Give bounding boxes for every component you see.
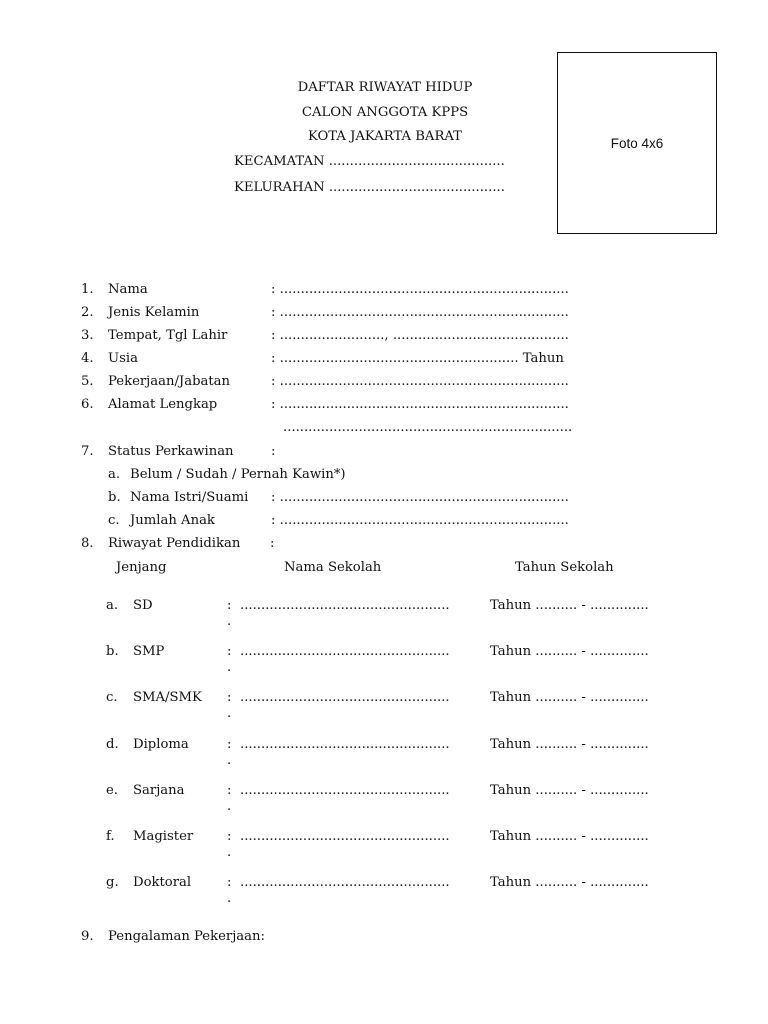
education-colon: : xyxy=(270,536,275,551)
marital-item-letter: b. xyxy=(108,490,121,505)
field-value-alamat-line-2[interactable]: ..................................................................... xyxy=(283,420,573,435)
education-colon: : xyxy=(227,737,232,752)
education-row-letter: e. xyxy=(106,783,118,798)
title-line-3: KOTA JAKARTA BARAT xyxy=(308,129,462,144)
marital-item-letter: c. xyxy=(108,513,120,528)
education-trailing-dot: . xyxy=(227,753,232,768)
school-name-field[interactable]: .................................................. xyxy=(240,598,450,613)
school-year-field[interactable]: Tahun .......... - .............. xyxy=(490,644,649,659)
field-label-nama: Nama xyxy=(108,282,148,297)
marital-colon: : xyxy=(271,444,276,459)
field-label-usia: Usia xyxy=(108,351,138,366)
experience-label: Pengalaman Pekerjaan: xyxy=(108,929,265,944)
school-name-field[interactable]: .................................................. xyxy=(240,875,450,890)
education-colon: : xyxy=(227,875,232,890)
education-trailing-dot: . xyxy=(227,614,232,629)
education-colon: : xyxy=(227,598,232,613)
spouse-name-field[interactable]: : ..................................................................... xyxy=(271,490,569,505)
children-count-field[interactable]: : ..................................................................... xyxy=(271,513,569,528)
field-number: 2. xyxy=(81,305,94,320)
education-colon: : xyxy=(227,829,232,844)
education-level-label: Diploma xyxy=(133,737,189,752)
school-name-field[interactable]: .................................................. xyxy=(240,783,450,798)
field-label-jenis-kelamin: Jenis Kelamin xyxy=(108,305,200,320)
school-year-field[interactable]: Tahun .......... - .............. xyxy=(490,737,649,752)
field-label-pekerjaan: Pekerjaan/Jabatan xyxy=(108,374,231,389)
school-name-field[interactable]: .................................................. xyxy=(240,737,450,752)
education-level-label: Doktoral xyxy=(133,875,192,890)
school-year-field[interactable]: Tahun .......... - .............. xyxy=(490,598,649,613)
field-number: 5. xyxy=(81,374,94,389)
title-line-2: CALON ANGGOTA KPPS xyxy=(301,105,469,120)
column-header-tahun-sekolah: Tahun Sekolah xyxy=(515,560,614,575)
education-trailing-dot: . xyxy=(227,845,232,860)
education-row-letter: c. xyxy=(106,690,118,705)
field-value-usia[interactable]: : ......................................................... Tahun xyxy=(271,351,564,366)
school-year-field[interactable]: Tahun .......... - .............. xyxy=(490,875,649,890)
spouse-name-label: Nama Istri/Suami xyxy=(130,490,249,505)
photo-label: Foto 4x6 xyxy=(610,136,664,151)
education-colon: : xyxy=(227,644,232,659)
education-level-label: SMA/SMK xyxy=(133,690,202,705)
education-trailing-dot: . xyxy=(227,706,232,721)
field-label-tempat-tgl-lahir: Tempat, Tgl Lahir xyxy=(108,328,228,343)
title-line-1: DAFTAR RIWAYAT HIDUP xyxy=(297,80,473,95)
school-name-field[interactable]: .................................................. xyxy=(240,644,450,659)
education-row-letter: b. xyxy=(106,644,119,659)
marital-label: Status Perkawinan xyxy=(108,444,234,459)
column-header-nama-sekolah: Nama Sekolah xyxy=(284,560,382,575)
education-level-label: Sarjana xyxy=(133,783,185,798)
kelurahan-field[interactable]: KELURAHAN .......................................... xyxy=(234,180,505,195)
school-year-field[interactable]: Tahun .......... - .............. xyxy=(490,690,649,705)
marital-item-letter: a. xyxy=(108,467,121,482)
field-number: 1. xyxy=(81,282,94,297)
field-number: 9. xyxy=(81,929,94,944)
kecamatan-field[interactable]: KECAMATAN .......................................... xyxy=(234,154,505,169)
field-number: 8. xyxy=(81,536,94,551)
field-value-nama[interactable]: : ..................................................................... xyxy=(271,282,569,297)
education-trailing-dot: . xyxy=(227,660,232,675)
school-name-field[interactable]: .................................................. xyxy=(240,690,450,705)
school-name-field[interactable]: .................................................. xyxy=(240,829,450,844)
field-value-jenis-kelamin[interactable]: : ..................................................................... xyxy=(271,305,569,320)
education-level-label: SD xyxy=(133,598,153,613)
field-number: 4. xyxy=(81,351,94,366)
children-count-label: Jumlah Anak xyxy=(130,513,215,528)
field-number: 7. xyxy=(81,444,94,459)
field-number: 6. xyxy=(81,397,94,412)
marital-status-options[interactable]: Belum / Sudah / Pernah Kawin*) xyxy=(130,467,346,482)
education-level-label: SMP xyxy=(133,644,165,659)
education-row-letter: d. xyxy=(106,737,119,752)
photo-box xyxy=(557,52,717,234)
school-year-field[interactable]: Tahun .......... - .............. xyxy=(490,783,649,798)
education-row-letter: g. xyxy=(106,875,119,890)
field-label-alamat: Alamat Lengkap xyxy=(108,397,218,412)
education-colon: : xyxy=(227,690,232,705)
column-header-jenjang: Jenjang xyxy=(116,560,167,575)
education-level-label: Magister xyxy=(133,829,194,844)
education-trailing-dot: . xyxy=(227,891,232,906)
field-value-tempat-tgl-lahir[interactable]: : ........................., .......................................... xyxy=(271,328,569,343)
field-value-alamat[interactable]: : ..................................................................... xyxy=(271,397,569,412)
field-value-pekerjaan[interactable]: : ..................................................................... xyxy=(271,374,569,389)
education-label: Riwayat Pendidikan xyxy=(108,536,241,551)
field-number: 3. xyxy=(81,328,94,343)
education-row-letter: a. xyxy=(106,598,119,613)
education-row-letter: f. xyxy=(106,829,115,844)
school-year-field[interactable]: Tahun .......... - .............. xyxy=(490,829,649,844)
education-trailing-dot: . xyxy=(227,799,232,814)
education-colon: : xyxy=(227,783,232,798)
